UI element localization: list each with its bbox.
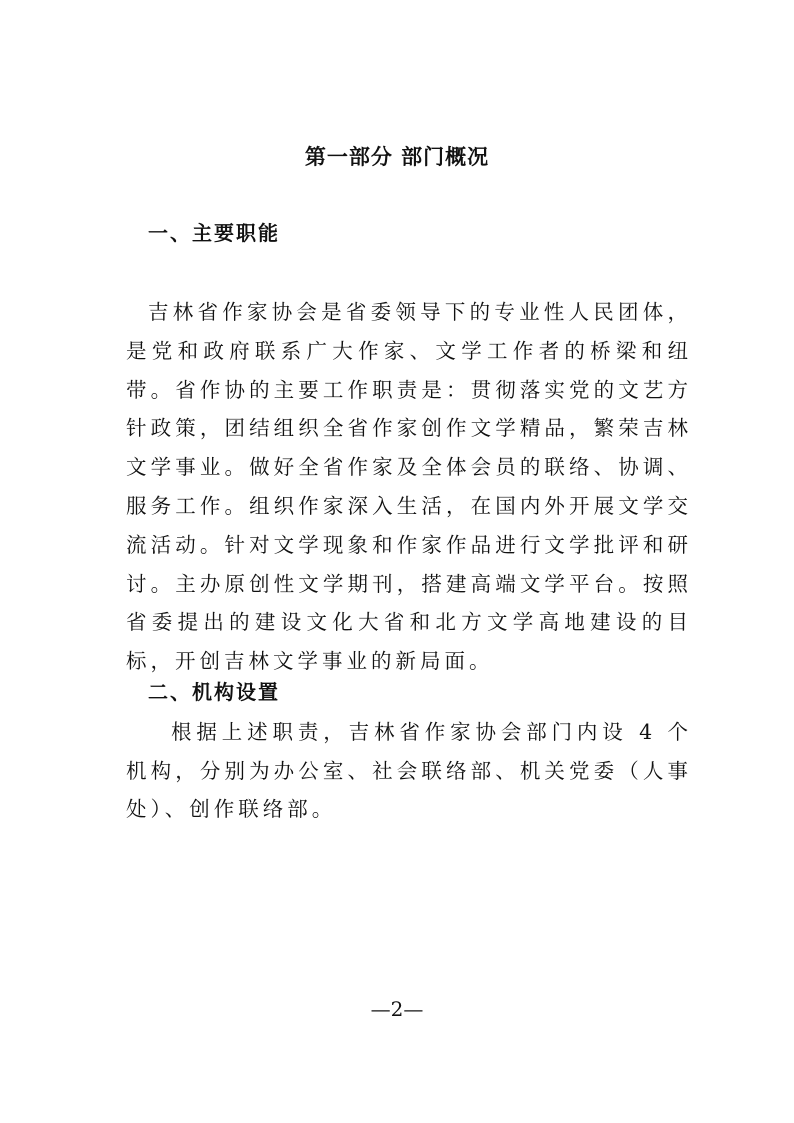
paragraph-organization: 根据上述职责，吉林省作家协会部门内设 4 个机构，分别为办公室、社会联络部、机关党委（人事处）、创作联络部。 (126, 720, 692, 821)
page-number: —2— (370, 997, 424, 1021)
section-heading-main-functions: 一、主要职能 (148, 221, 280, 245)
section-heading-organization: 二、机构设置 (148, 680, 280, 704)
paragraph-main-functions: 吉林省作家协会是省委领导下的专业性人民团体，是党和政府联系广大作家、文学工作者的桥梁和纽带。省作协的主要工作职责是：贯彻落实党的文艺方针政策，团结组织全省作家创作文学精品，繁荣吉林文学事业。做好全省作家及全体会员的联络、协调、服务工作。组织作家深入生活，在国内外开展文学交流活动。针对文学现象和作家作品进行文学批评和研讨。主办原创性文学期刊，搭建高端文学平台。按照省委提出的建设文化大省和北方文学高地建设的目标，开创吉林文学事业的新局面。 (126, 300, 692, 674)
page-title: 第一部分 部门概况 (304, 145, 490, 169)
